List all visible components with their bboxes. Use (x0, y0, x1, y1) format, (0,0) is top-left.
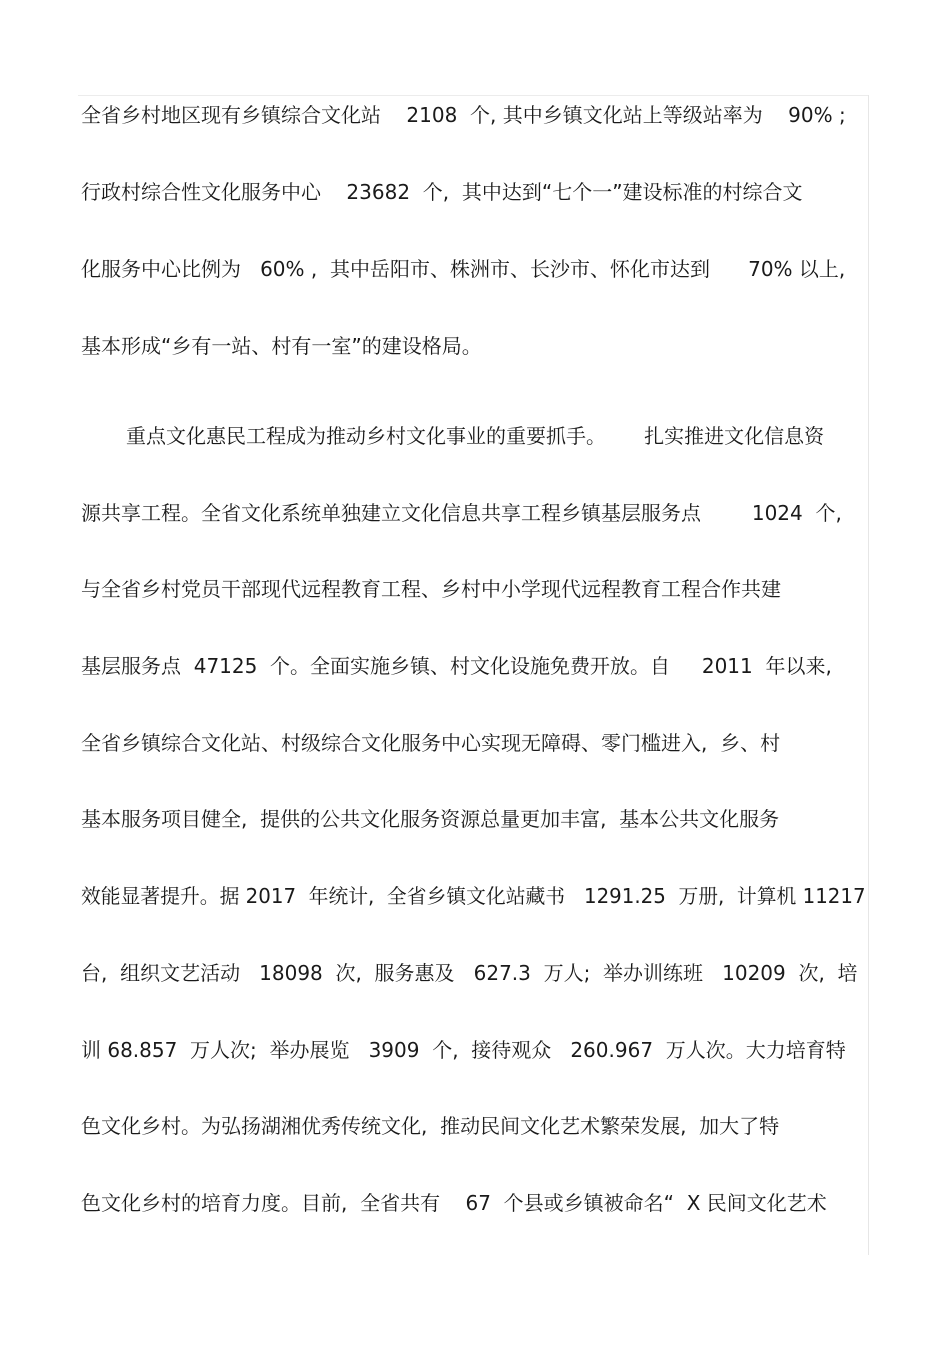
text-line: 色文化乡村。为弘扬湖湘优秀传统文化, 推动民间文化艺术繁荣发展, 加大了特 (81, 1114, 780, 1138)
text-line: 基本形成“乡有一站、村有一室”的建设格局。 (81, 334, 482, 358)
page-border-top (78, 95, 868, 96)
text-line: 与全省乡村党员干部现代远程教育工程、乡村中小学现代远程教育工程合作共建 (81, 577, 781, 601)
text-line: 基本服务项目健全, 提供的公共文化服务资源总量更加丰富, 基本公共文化服务 (81, 807, 780, 831)
text-line: 基层服务点 47125 个。全面实施乡镇、村文化设施免费开放。自 2011 年以来, (81, 654, 832, 678)
text-line: 行政村综合性文化服务中心 23682 个, 其中达到“七个一”建设标准的村综合文 (81, 180, 803, 204)
text-line: 色文化乡村的培育力度。目前, 全省共有 67 个县或乡镇被命名“ X 民间文化艺术 (81, 1191, 827, 1215)
text-line: 全省乡镇综合文化站、村级综合文化服务中心实现无障碍、零门槛进入, 乡、村 (81, 731, 781, 755)
text-line: 效能显著提升。据 2017 年统计, 全省乡镇文化站藏书 1291.25 万册, 计算机 11217 (81, 884, 866, 908)
text-line: 源共享工程。全省文化系统单独建立文化信息共享工程乡镇基层服务点 1024 个, (81, 501, 842, 525)
page-border-right (868, 95, 869, 1255)
text-line: 台, 组织文艺活动 18098 次, 服务惠及 627.3 万人; 举办训练班 10209 次, 培 (81, 961, 858, 985)
paragraph-first-line: 重点文化惠民工程成为推动乡村文化事业的重要抓手。 扎实推进文化信息资 (126, 424, 825, 448)
text-line: 全省乡村地区现有乡镇综合文化站 2108 个, 其中乡镇文化站上等级站率为 90% ; (81, 103, 846, 127)
text-line: 化服务中心比例为 60% , 其中岳阳市、株洲市、长沙市、怀化市达到 70% 以上, (81, 257, 846, 281)
text-line: 训 68.857 万人次; 举办展览 3909 个, 接待观众 260.967 万人次。大力培育特 (81, 1038, 846, 1062)
